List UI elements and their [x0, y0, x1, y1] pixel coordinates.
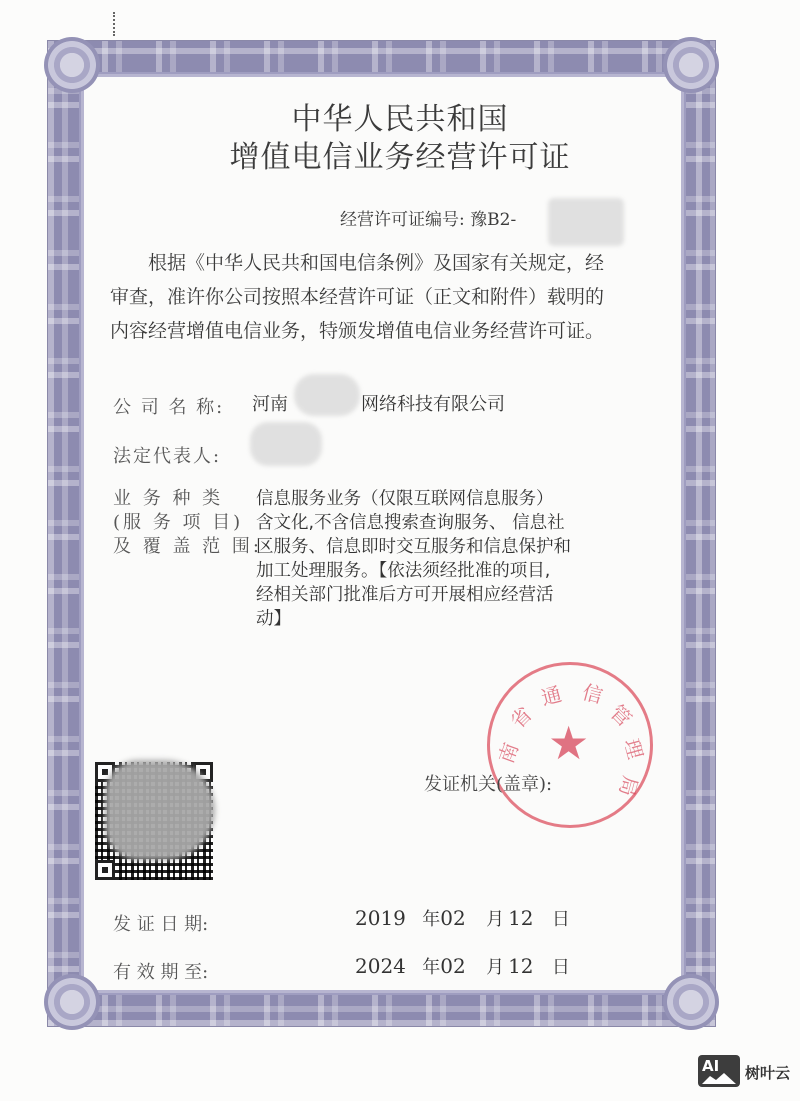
legal-rep-label: 法定代表人: — [113, 446, 222, 467]
corner-ornament-icon — [44, 37, 100, 93]
month-unit: 月 — [486, 957, 505, 978]
issue-day: 12 — [508, 906, 534, 930]
expiry-date-label: 有 效 期 至: — [113, 962, 209, 983]
day-unit: 日 — [551, 909, 570, 930]
license-number-value: 豫B2- — [470, 210, 517, 230]
expiry-date — [355, 953, 570, 979]
watermark-logo-icon — [698, 1055, 740, 1087]
company-name-suffix: 网络科技有限公司 — [361, 394, 505, 415]
preamble-line: 根据《中华人民共和国电信条例》及国家有关规定，经 — [148, 252, 605, 274]
seal-char: 省 — [505, 702, 537, 734]
seal-char: 管 — [605, 700, 637, 732]
issue-year: 2019 — [355, 906, 406, 930]
scope-label — [113, 487, 262, 559]
preamble-line: 审查，准许你公司按照本经营许可证（正文和附件）载明的 — [110, 286, 605, 308]
watermark-brand: 树叶云 — [745, 1064, 791, 1082]
license-number — [340, 205, 516, 230]
seal-char: 局 — [614, 773, 643, 799]
seal-char: 信 — [579, 679, 606, 709]
scope-line: 区服务、信息即时交互服务和信息保护和 — [256, 537, 571, 557]
corner-ornament-icon — [663, 37, 719, 93]
scope-label-line: 及 覆 盖 范 围: — [113, 536, 262, 557]
scope-line: 经相关部门批准后方可开展相应经营活 — [256, 585, 554, 605]
issue-date-label: 发 证 日 期: — [113, 914, 209, 935]
issue-month: 02 — [440, 906, 466, 930]
corner-ornament-icon — [44, 974, 100, 1030]
seal-star-icon: ★ — [548, 716, 590, 770]
scope-line: 信息服务业务（仅限互联网信息服务） — [256, 489, 554, 509]
scope-label-line: (服 务 项 目) — [113, 512, 244, 533]
redacted-license-number — [548, 198, 624, 246]
company-name-prefix: 河南 — [252, 394, 288, 415]
year-unit: 年 — [422, 957, 441, 978]
qr-finder-icon — [95, 860, 115, 880]
preamble-line: 内容经营增值电信业务，特颁发增值电信业务经营许可证。 — [110, 320, 605, 342]
seal-char: 通 — [538, 681, 565, 711]
title-line-2: 增值电信业务经营许可证 — [229, 140, 571, 175]
business-scope — [256, 487, 656, 631]
scope-label-line: 业 务 种 类 — [113, 488, 224, 509]
license-number-label: 经营许可证编号: — [340, 210, 465, 230]
year-unit: 年 — [422, 909, 441, 930]
preamble — [110, 246, 655, 348]
title-line-1: 中华人民共和国 — [291, 102, 509, 137]
day-unit: 日 — [551, 957, 570, 978]
mountain-icon — [702, 1072, 736, 1084]
expiry-year: 2024 — [355, 954, 406, 978]
redacted-qr-code — [105, 760, 215, 860]
seal-char: 南 — [493, 739, 524, 767]
seal-char: 理 — [619, 736, 648, 762]
month-unit: 月 — [486, 909, 505, 930]
scope-line: 动】 — [256, 609, 291, 629]
scope-line: 加工处理服务。【依法须经批准的项目, — [256, 561, 551, 581]
expiry-month: 02 — [440, 954, 466, 978]
company-name-label: 公 司 名 称: — [113, 397, 225, 418]
redacted-company-name — [294, 374, 360, 416]
watermark-logo-text: AI — [702, 1057, 720, 1075]
redacted-legal-rep — [250, 422, 322, 466]
corner-ornament-icon — [663, 974, 719, 1030]
scope-line: 含文化,不含信息搜索查询服务、 信息社 — [256, 513, 565, 533]
issuer-label: 发证机关(盖章): — [424, 774, 553, 795]
issue-date — [355, 905, 570, 931]
expiry-day: 12 — [508, 954, 534, 978]
scan-artifact — [113, 12, 118, 36]
